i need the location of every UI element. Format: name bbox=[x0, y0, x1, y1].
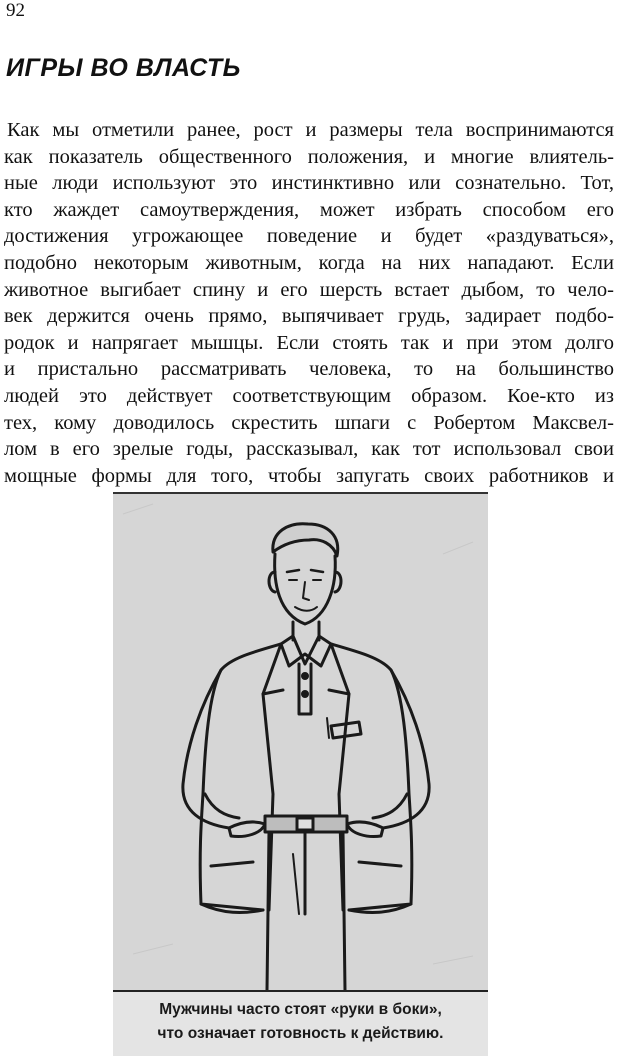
paragraph-line: родок и напрягает мышцы. Если стоять так и при этом долго bbox=[4, 331, 614, 354]
paragraph-line: мощные формы для того, чтобы запугать своих работников и bbox=[4, 464, 614, 487]
paragraph-line: животное выгибает спину и его шерсть встает дыбом, то чело- bbox=[4, 278, 614, 301]
paragraph-line: как показатель общественного положения, и многие влиятель- bbox=[4, 145, 614, 168]
figure-caption bbox=[113, 990, 488, 1056]
paragraph-line: кто жаждет самоутверждения, может избрать способом его bbox=[4, 198, 614, 221]
body-paragraph bbox=[4, 117, 614, 489]
paragraph-line: Как мы отметили ранее, рост и размеры тела воспринимаются bbox=[7, 119, 614, 141]
paragraph-line: ные люди используют это инстинктивно или сознательно. Тот, bbox=[4, 172, 614, 195]
caption-line: Мужчины часто стоят «руки в боки», bbox=[159, 1001, 442, 1018]
paragraph-line: век держится очень прямо, выпячивает грудь, задирает подбо- bbox=[4, 305, 614, 328]
caption-line: что означает готовность к действию. bbox=[157, 1025, 444, 1042]
paragraph-line: тех, кому доводилось скрестить шпаги с Робертом Максвел- bbox=[4, 411, 614, 434]
man-hands-on-hips-illustration bbox=[113, 494, 488, 990]
paragraph-line: людей это действует соответствующим образом. Кое-кто из bbox=[4, 384, 614, 407]
page-number: 92 bbox=[6, 0, 25, 21]
paragraph-line: и пристально рассматривать человека, то на большинство bbox=[4, 358, 614, 381]
chapter-title: ИГРЫ ВО ВЛАСТЬ bbox=[6, 54, 241, 82]
paragraph-line: подобно некоторым животным, когда на них нападают. Если bbox=[4, 251, 614, 274]
figure bbox=[113, 492, 488, 1056]
paragraph-line: лом в его зрелые годы, рассказывал, как тот использовал свои bbox=[4, 438, 614, 461]
paragraph-line: достижения угрожающее поведение и будет «раздуваться», bbox=[4, 225, 614, 248]
